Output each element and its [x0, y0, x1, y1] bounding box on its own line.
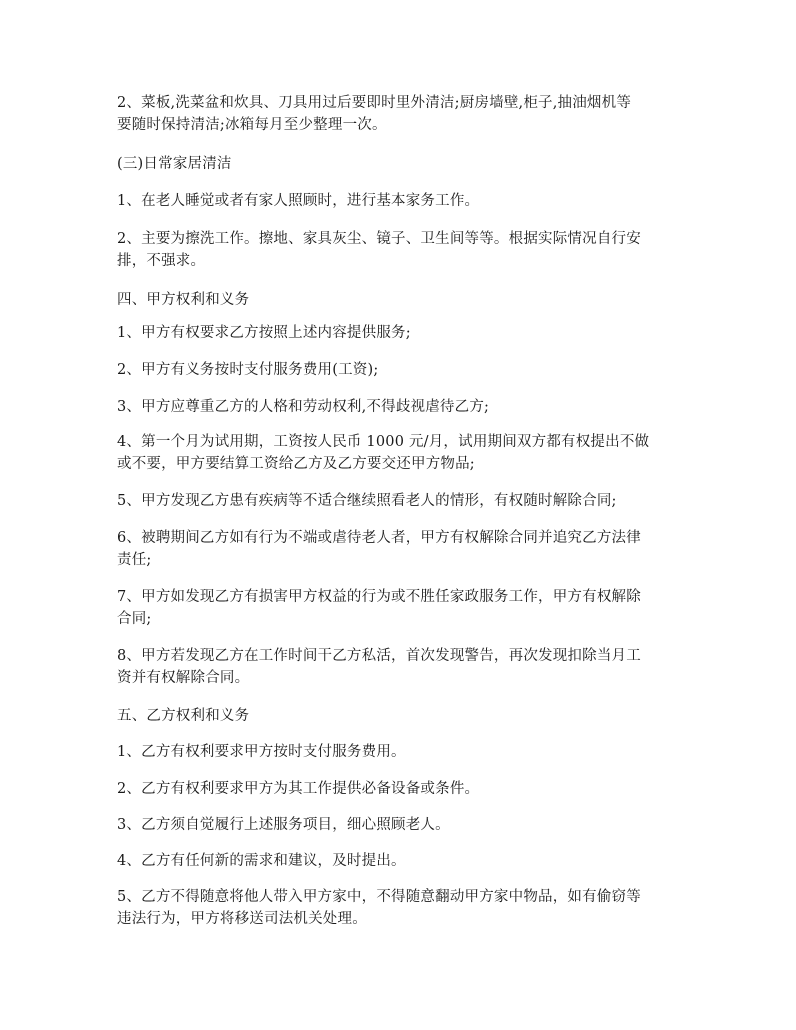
line: 四、甲方权利和义务	[117, 292, 250, 308]
line: 1、乙方有权利要求甲方按时支付服务费用。	[117, 744, 406, 760]
line: 2、乙方有权利要求甲方为其工作提供必备设备或条件。	[117, 781, 480, 797]
clause-a7	[117, 586, 677, 630]
line: 5、乙方不得随意将他人带入甲方家中，不得随意翻动甲方家中物品，如有偷窃等	[117, 889, 641, 905]
clause-a1	[117, 322, 677, 344]
line: 2、主要为擦洗工作。擦地、家具灰尘、镜子、卫生间等等。根据实际情况自行安	[117, 231, 641, 247]
line: 资并有权解除合同。	[117, 670, 250, 686]
clause-a5	[117, 490, 677, 512]
section-heading-party-b	[117, 705, 677, 727]
line: 要随时保持清洁;冰箱每月至少整理一次。	[117, 117, 387, 133]
clause-a8	[117, 645, 677, 689]
line: 3、甲方应尊重乙方的人格和劳动权利,不得歧视虐待乙方;	[117, 399, 490, 415]
line: 五、乙方权利和义务	[117, 708, 250, 724]
line: 3、乙方须自觉履行上述服务项目，细心照顾老人。	[117, 817, 450, 833]
line: 8、甲方若发现乙方在工作时间干乙方私活，首次发现警告，再次发现扣除当月工	[117, 648, 641, 664]
paragraph-kitchen-tools	[117, 92, 677, 136]
clause-b4	[117, 850, 677, 872]
clause-b3	[117, 814, 677, 836]
clause-a3	[117, 396, 677, 418]
clause-a2	[117, 359, 677, 381]
paragraph-housework-timing	[117, 190, 677, 212]
line: 1、在老人睡觉或者有家人照顾时，进行基本家务工作。	[117, 193, 480, 209]
line: 合同;	[117, 611, 152, 627]
line: 4、第一个月为试用期，工资按人民币 1000 元/月，试用期间双方都有权提出不做	[117, 434, 650, 450]
line: 2、菜板,洗菜盆和炊具、刀具用过后要即时里外清洁;厨房墙壁,柜子,抽油烟机等	[117, 95, 632, 111]
clause-b5	[117, 886, 677, 930]
line: 6、被聘期间乙方如有行为不端或虐待老人者，甲方有权解除合同并追究乙方法律	[117, 530, 641, 546]
line: 2、甲方有义务按时支付服务费用(工资);	[117, 362, 379, 378]
line: (三)日常家居清洁	[117, 156, 232, 172]
section-heading-party-a	[117, 289, 677, 311]
clause-b2	[117, 778, 677, 800]
line: 7、甲方如发现乙方有损害甲方权益的行为或不胜任家政服务工作，甲方有权解除	[117, 589, 641, 605]
line: 或不要，甲方要结算工资给乙方及乙方要交还甲方物品;	[117, 456, 475, 472]
clause-a4	[117, 431, 677, 475]
line: 1、甲方有权要求乙方按照上述内容提供服务;	[117, 325, 411, 341]
clause-a6	[117, 527, 677, 571]
clause-b1	[117, 741, 677, 763]
line: 4、乙方有任何新的需求和建议，及时提出。	[117, 853, 406, 869]
line: 5、甲方发现乙方患有疾病等不适合继续照看老人的情形，有权随时解除合同;	[117, 493, 617, 509]
section-heading-daily-cleaning	[117, 153, 677, 175]
line: 排，不强求。	[117, 253, 206, 269]
paragraph-cleaning-scope	[117, 228, 677, 272]
line: 违法行为，甲方将移送司法机关处理。	[117, 911, 367, 927]
line: 责任;	[117, 552, 152, 568]
